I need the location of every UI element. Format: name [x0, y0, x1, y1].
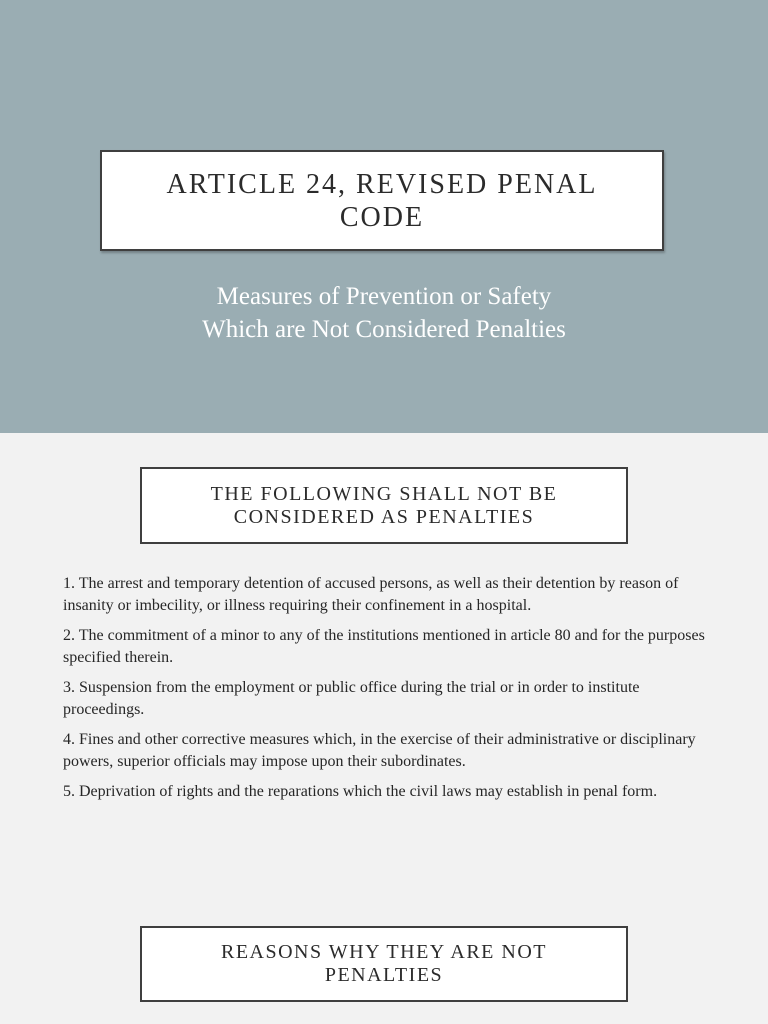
- title-box: [100, 150, 664, 251]
- list-item: 5. Deprivation of rights and the reparations which the civil laws may establish in penal form.: [63, 783, 658, 800]
- section-heading-following: [140, 467, 628, 544]
- page-subtitle: [0, 280, 768, 346]
- page-subtitle-line-2: Which are Not Considered Penalties: [202, 316, 566, 343]
- list-item: 2. The commitment of a minor to any of the institutions mentioned in article 80 and for the purposes specified therein.: [63, 627, 705, 666]
- section-heading-following-line-2: CONSIDERED AS PENALTIES: [233, 505, 535, 528]
- page-title: [147, 168, 617, 234]
- section-heading-reasons-line-1: REASONS WHY THEY ARE NOT: [220, 941, 547, 963]
- page-title-line-2: CODE: [339, 201, 425, 233]
- non-penalties-list: [63, 573, 723, 811]
- section-heading-following-line-1: THE FOLLOWING SHALL NOT BE: [210, 482, 558, 505]
- list-item: 1. The arrest and temporary detention of accused persons, as well as their detention by reason of insanity or imbecility, or illness requiring their confinement in a hospital.: [63, 575, 679, 614]
- list-item: 4. Fines and other corrective measures which, in the exercise of their administrative or disciplinary powers, superior officials may impose upon their subordinates.: [63, 731, 696, 770]
- section-heading-reasons-line-2: PENALTIES: [324, 964, 444, 986]
- page-title-line-1: ARTICLE 24, REVISED PENAL: [166, 168, 598, 200]
- list-item: 3. Suspension from the employment or public office during the trial or in order to institute proceedings.: [63, 679, 640, 718]
- section-heading-reasons: [140, 926, 628, 1002]
- page-subtitle-line-1: Measures of Prevention or Safety: [216, 283, 552, 310]
